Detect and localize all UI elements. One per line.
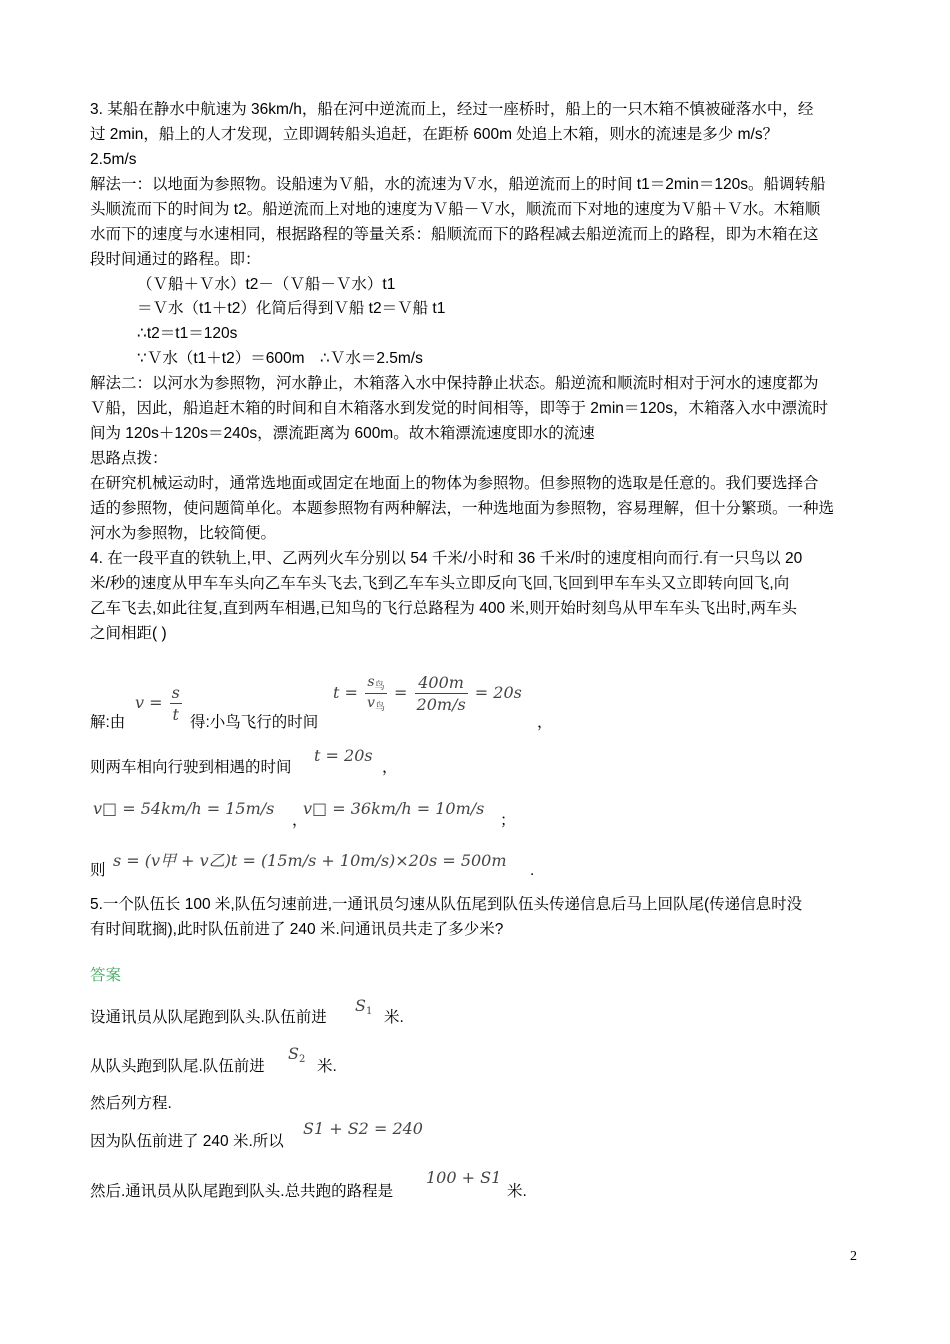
q4-line-4: 之间相距( ) [90,625,167,642]
formula-v-train-a: v□ = 54km/h = 15m/s [93,799,275,818]
q4-then-period: . [530,862,535,879]
formula-time-bird: t = $\frac{s_鸟}{v_鸟}$ = $\frac{400m}{20m/s}$ = 20s [333,673,522,714]
formula-result-20s: = 20s [474,683,522,702]
q4-meet-comma: ， [382,759,398,776]
formula-v-equals-s-over-t [135,683,184,724]
q4-solution-comma: ， [537,714,553,731]
q5-step-5-end: 米. [507,1183,527,1200]
fraction-s-bird-over-v-bird [365,674,387,713]
page-number: 2 [850,1249,857,1264]
fraction-den-t: t [172,705,179,724]
fraction-num-s: s [171,683,180,702]
q3-method2-line-2: Ｖ船，因此，船追赶木箱的时间和自木箱落水到发觉的时间相等，即等于 2min＝120s，木箱落入水中漂流时 [90,400,829,417]
q4-solution-prefix: 解:由 [90,714,126,731]
formula-v-label: v = [135,693,163,712]
q4-line-1: 4. 在一段平直的铁轨上,甲、乙两列火车分别以 54 千米/小时和 36 千米/时的速度相向而行.有一只鸟以 20 [90,550,803,567]
q3-tip-line-1: 在研究机械运动时，通常选地面或固定在地面上的物体为参照物。但参照物的选取是任意的。我们要选择合 [90,475,819,492]
q3-method1-line-4: 段时间通过的路程。即： [90,251,261,268]
q3-equation-4: ∵Ｖ水（t1＋t2）＝600m ∴Ｖ水＝2.5m/s [137,350,423,367]
q3-answer: 2.5m/s [90,151,137,168]
formula-total-distance: s = (v甲 + v乙)t = (15m/s + 10m/s)×20s = 500m [113,851,507,870]
q5-step-2-end: 米. [317,1058,337,1075]
q5-step-4: 因为队伍前进了 240 米.所以 [90,1133,284,1150]
formula-100-plus-S1: 100 + S1 [426,1168,502,1187]
q3-method1-line-2: 头顺流而下的时间为 t2。船逆流而上对地的速度为Ｖ船－Ｖ水，顺流而下对地的速度为Ｖ船＋Ｖ水。木箱顺 [90,201,821,218]
q3-equation-2: ＝Ｖ水（t1＋t2）化简后得到Ｖ船 t2＝Ｖ船 t1 [137,300,446,317]
symbol-S: S [288,1044,299,1063]
q5-step-2: 从队头跑到队尾.队伍前进 [90,1058,265,1075]
q4-speeds-separator: ， [292,812,308,829]
q5-answer-label: 答案 [90,967,122,984]
q3-line-1: 3. 某船在静水中航速为 36km/h，船在河中逆流而上，经过一座桥时，船上的一只木箱不慎被碰落水中，经 [90,101,814,118]
q5-step-5: 然后.通讯员从队尾跑到队头.总共跑的路程是 [90,1183,394,1200]
q4-line-3: 乙车飞去,如此往复,直到两车相遇,已知鸟的飞行总路程为 400 米,则开始时刻鸟从甲车车头飞出时,两车头 [90,600,798,617]
q3-method2-line-3: 间为 120s＋120s＝240s，漂流距离为 600m。故木箱漂流速度即水的流速 [90,425,595,442]
fraction-v-bird: v [367,695,375,711]
q4-solution-middle: 得:小鸟飞行的时间 [190,714,319,731]
q5-step-3: 然后列方程. [90,1095,172,1112]
fraction-num-400m: 400m [415,673,468,694]
formula-t-label: t = [333,683,358,702]
symbol-S: S [355,996,366,1015]
q4-then-label: 则 [90,862,106,879]
q5-line-1: 5.一个队伍长 100 米,队伍匀速前进,一通讯员匀速从队伍尾到队伍头传递信息后马上回队尾(传递信息时没 [90,896,803,913]
formula-v-train-b: v□ = 36km/h = 10m/s [303,799,485,818]
q3-equation-1: （Ｖ船＋Ｖ水）t2－（Ｖ船－Ｖ水）t1 [137,276,396,293]
sub-bird-2: 鸟 [374,702,385,713]
q3-method1-line-3: 水而下的速度与水速相同，根据路程的等量关系：船顺流而下的路程减去船逆流而上的路程，即为木箱在这 [90,226,819,243]
q3-line-2: 过 2min，船上的人才发现，立即调转船头追赶，在距桥 600m 处追上木箱，则水的流速是多少 m/s？ [90,126,779,143]
formula-S2: $S_2$ [288,1044,306,1065]
formula-S1-plus-S2: S1 + S2 = 240 [303,1119,423,1138]
q4-line-2: 米/秒的速度从甲车车头向乙车车头飞去,飞到乙车车头立即反向飞回,飞回到甲车车头又立即转向回飞,向 [90,575,790,592]
q3-tip-line-3: 河水为参照物，比较简便。 [90,525,277,542]
fraction-s-bird: s [367,674,375,690]
sub-bird-1: 鸟 [374,681,385,692]
fraction-den-20ms: 20m/s [416,695,466,714]
q3-equation-3: ∴t2＝t1＝120s [137,325,238,342]
q5-line-2: 有时间耽搁),此时队伍前进了 240 米.问通讯员共走了多少米? [90,921,504,938]
q5-step-1-end: 米. [384,1009,404,1026]
q5-step-1: 设通讯员从队尾跑到队头.队伍前进 [90,1009,327,1026]
q3-tip-line-2: 适的参照物，使问题简单化。本题参照物有两种解法，一种选地面为参照物，容易理解，但十分繁琐。一种选 [90,500,835,517]
formula-S1: $S_1$ [355,996,373,1017]
q4-meet-time-text: 则两车相向行驶到相遇的时间 [90,759,292,776]
q3-method2-line-1: 解法二：以河水为参照物，河水静止，木箱落入水中保持静止状态。船逆流和顺流时相对于河水的速度都为 [90,375,819,392]
formula-t-20s: t = 20s [314,746,373,765]
fraction-s-over-t [170,683,182,724]
q4-speeds-semicolon: ； [500,812,516,829]
q3-tip-title: 思路点拨： [90,450,168,467]
q3-method1-line-1: 解法一：以地面为参照物。设船速为Ｖ船，水的流速为Ｖ水，船逆流而上的时间 t1＝2min＝120s。船调转船 [90,176,826,193]
fraction-400-over-20 [415,673,468,714]
